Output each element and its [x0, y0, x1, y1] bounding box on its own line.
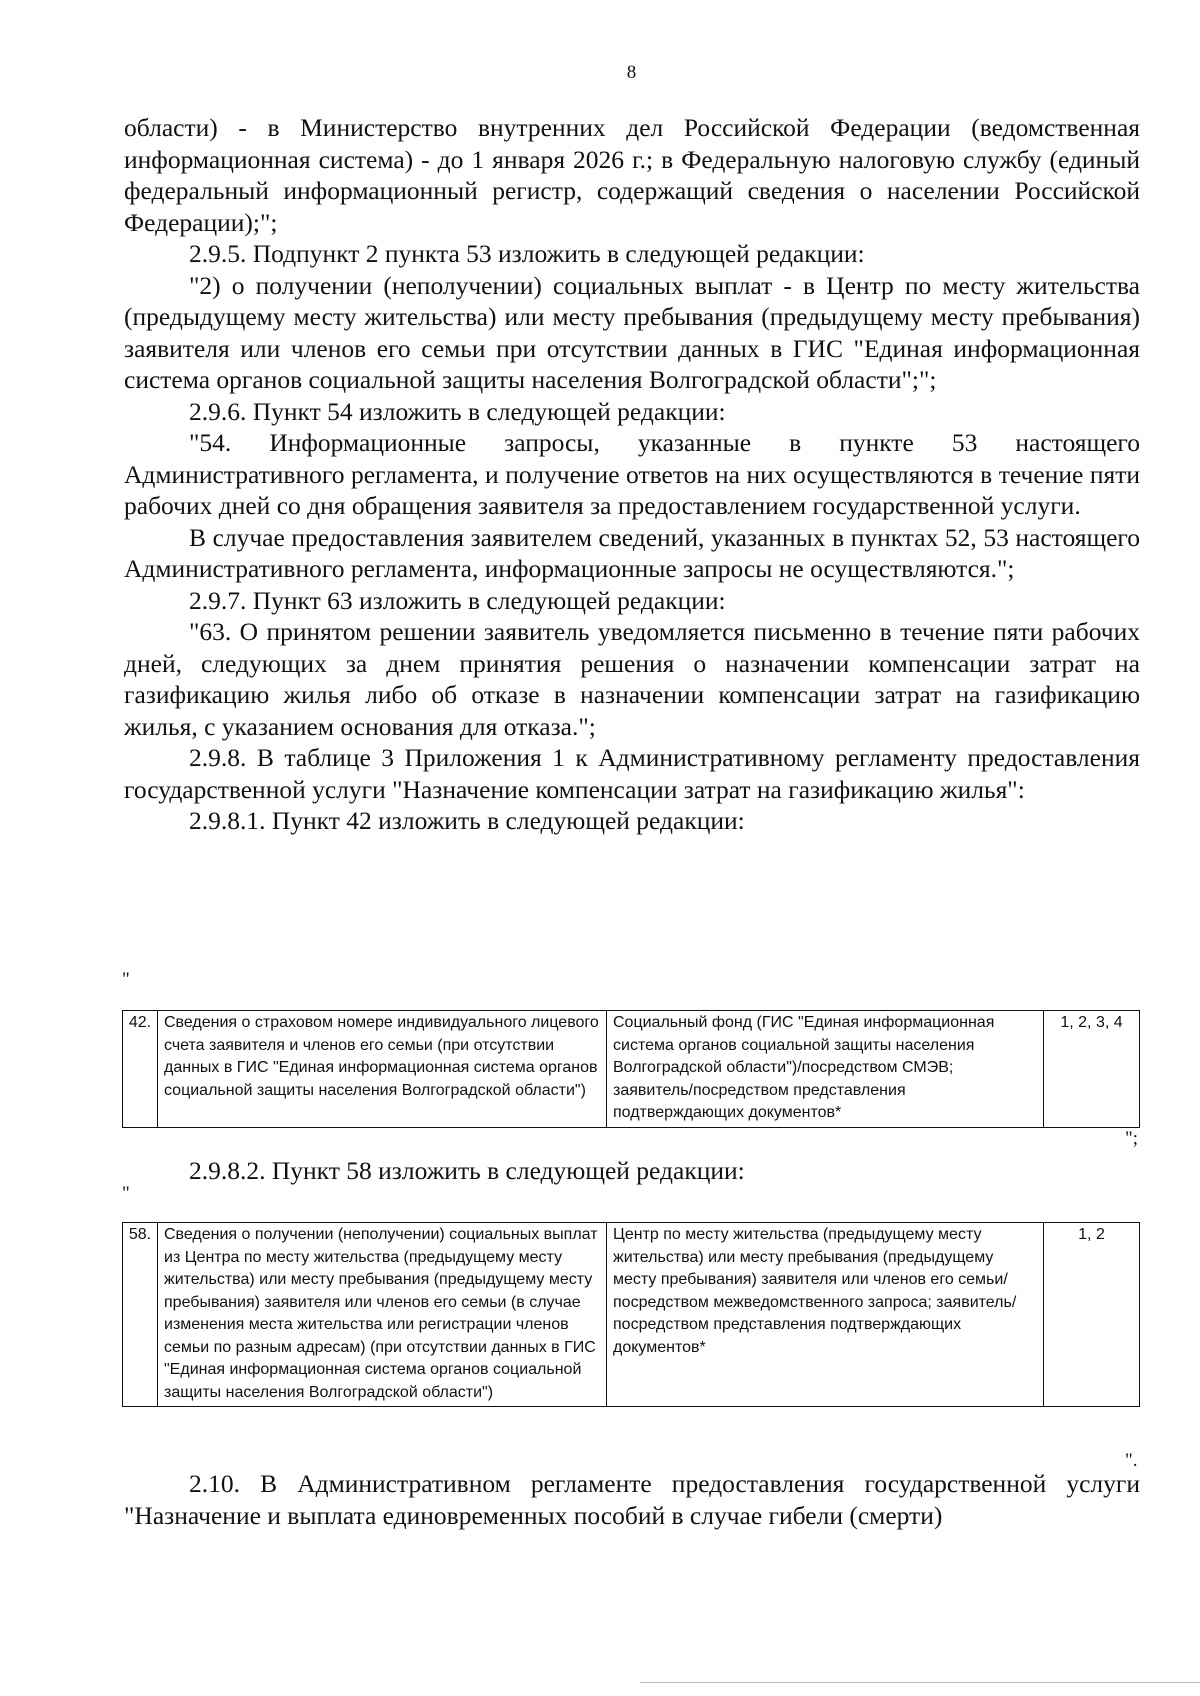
row-number: 58.	[123, 1223, 158, 1407]
table-row	[123, 1223, 1140, 1407]
paragraph: 2.10. В Административном регламенте предоставления государственной услуги "Назначение и выплата единовременных пособий в случае гибели (смерти)	[124, 1469, 1140, 1530]
opening-quote: "	[122, 1183, 130, 1204]
refs-cell: 1, 2	[1044, 1223, 1140, 1407]
info-cell: Сведения о получении (неполучении) социальных выплат из Центра по месту жительства (предыдущему месту жительства) или месту пребывания (предыдущему месту пребывания) заявителя или членов его семьи (в случае изменения места жительства или регистрации членов семьи по разным адресам) (при отсутствии данных в ГИС "Единая информационная система органов социальной защиты населения Волгоградской области")	[158, 1223, 607, 1407]
paragraph: 2.9.5. Подпункт 2 пункта 53 изложить в следующей редакции:	[189, 239, 865, 268]
source-cell: Социальный фонд (ГИС "Единая информационная система органов социальной защиты населения Волгоградской области")/посредством СМЭВ; заявитель/посредством представления подтверждающих документов*	[607, 1011, 1044, 1128]
refs-cell: 1, 2, 3, 4	[1044, 1011, 1140, 1128]
opening-quote: "	[122, 969, 130, 990]
paragraph: 2.9.7. Пункт 63 изложить в следующей редакции:	[189, 585, 726, 615]
table-row	[123, 1011, 1140, 1128]
scan-edge-line	[640, 1682, 1200, 1684]
body-text-top	[124, 112, 1140, 837]
source-cell: Центр по месту жительства (предыдущему месту жительства) или месту пребывания (предыдущему месту пребывания) заявителя или членов его семьи/посредством межведомственного запроса; заявитель/посредством представления подтверждающих документов*	[607, 1223, 1044, 1407]
body-text-heading-58	[124, 1155, 1140, 1187]
amendment-table-42	[122, 1010, 1140, 1128]
info-cell: Сведения о страховом номере индивидуального лицевого счета заявителя и членов его семьи (при отсутствии данных в ГИС "Единая информационная система органов социальной защиты населения Волгоградской области")	[158, 1011, 607, 1128]
page-number: 8	[626, 62, 637, 83]
paragraph: "63. О принятом решении заявитель уведомляется письменно в течение пяти рабочих дней, следующих за днем принятия решения о назначении компенсации затрат на газификацию жилья либо об отказе в назначении компенсации затрат на газификацию жилья, с указанием основания для отказа.";	[124, 617, 1140, 741]
row-number: 42.	[123, 1011, 158, 1128]
paragraph: 2.9.8.1. Пункт 42 изложить в следующей редакции:	[189, 806, 745, 835]
closing-quote: ";	[1125, 1128, 1139, 1149]
paragraph: 2.9.8.2. Пункт 58 изложить в следующей редакции:	[189, 1156, 745, 1185]
paragraph: В случае предоставления заявителем сведений, указанных в пунктах 52, 53 настоящего Административного регламента, информационные запросы не осуществляются.";	[124, 522, 1140, 583]
paragraph: 2.9.8. В таблице 3 Приложения 1 к Административному регламенту предоставления государственной услуги "Назначение компенсации затрат на газификацию жилья":	[124, 743, 1140, 804]
body-text-bottom	[124, 1468, 1140, 1531]
paragraph: 2.9.6. Пункт 54 изложить в следующей редакции:	[189, 396, 726, 426]
amendment-table-58	[122, 1222, 1140, 1407]
paragraph: "54. Информационные запросы, указанные в пункте 53 настоящего Административного регламента, и получение ответов на них осуществляются в течение пяти рабочих дней со дня обращения заявителя за предоставлением государственной услуги.	[124, 428, 1140, 520]
paragraph: области) - в Министерство внутренних дел Российской Федерации (ведомственная информационная система) - до 1 января 2026 г.; в Федеральную налоговую службу (единый федеральный информационный регистр, содержащий сведения о населении Российской Федерации);";	[124, 113, 1140, 237]
paragraph: "2) о получении (неполучении) социальных выплат - в Центр по месту жительства (предыдущему месту жительства) или месту пребывания (предыдущему месту пребывания) заявителя или членов его семьи при отсутствии данных в ГИС "Единая информационная система органов социальной защиты населения Волгоградской области";";	[124, 270, 1140, 394]
closing-quote: ".	[1125, 1450, 1138, 1471]
